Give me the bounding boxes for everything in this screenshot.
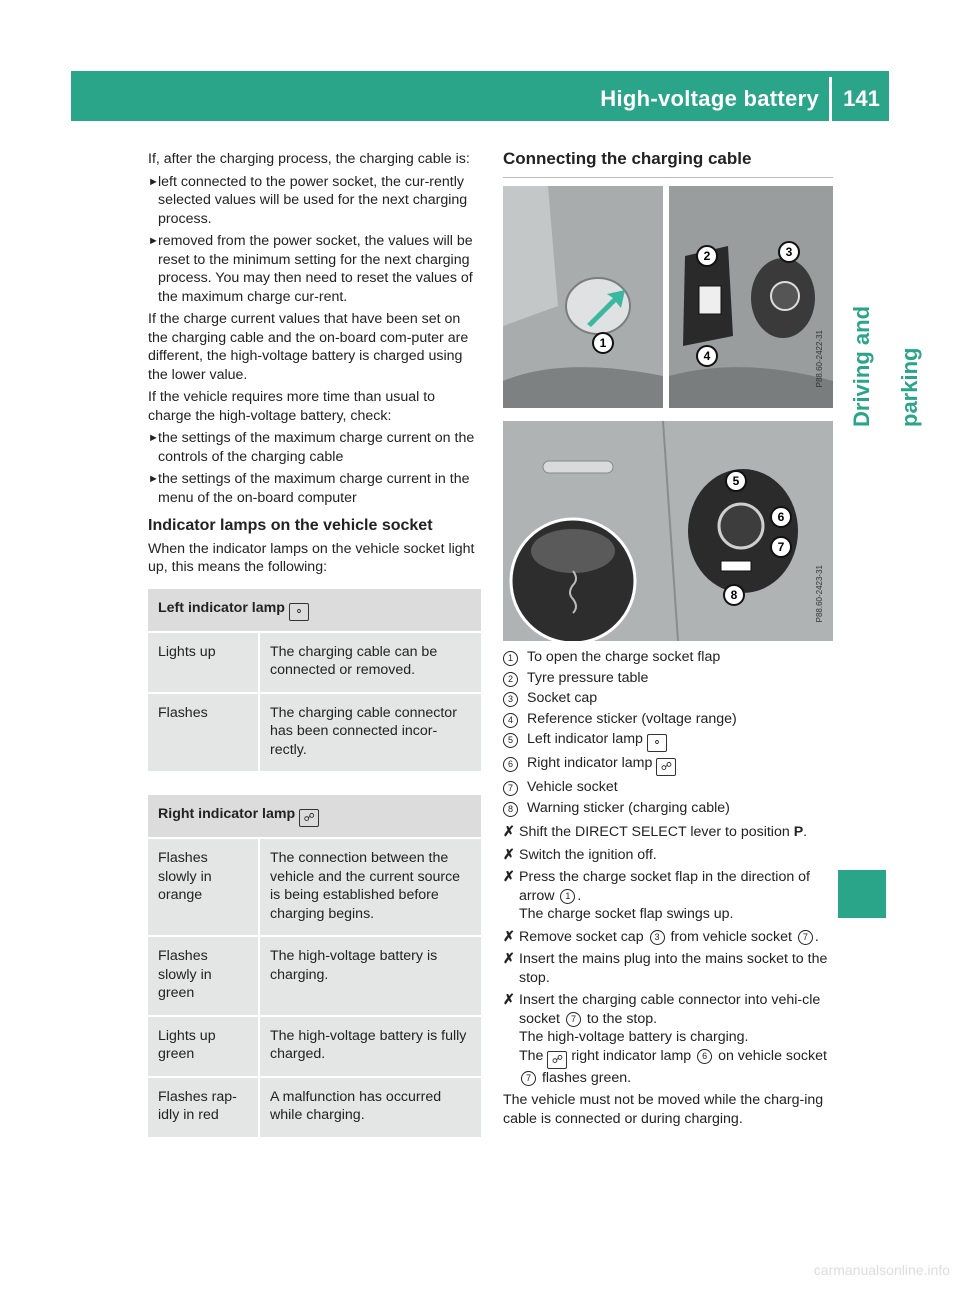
image-code: P88.60-2423-31: [815, 565, 824, 623]
page-header: [71, 71, 889, 121]
section-heading: Connecting the charging cable: [503, 150, 833, 178]
page-number: 141: [843, 86, 880, 111]
step-arrow-icon: ✗: [503, 824, 515, 840]
instruction-step: ✗ Press the charge socket flap in the direction of arrow 1 . The charge socket flap swings up.: [503, 869, 811, 922]
side-tab-marker: [838, 870, 886, 918]
subheading: Indicator lamps on the vehicle socket: [148, 517, 433, 534]
legend-and-steps: [503, 648, 835, 1132]
table-row: Lights up green The high-voltage battery is fully charged.: [148, 1016, 481, 1077]
step-arrow-icon: ✗: [503, 869, 515, 885]
instruction-step: ✗ Remove socket cap 3 from vehicle socket 7 .: [503, 928, 819, 945]
instruction-step: ✗ Insert the mains plug into the mains socket to the stop.: [503, 951, 828, 986]
table-row: Flashes slowly in orange The connection between the vehicle and the current source is being established before charging begins.: [148, 838, 481, 936]
instruction-step: ✗ Switch the ignition off.: [503, 846, 657, 863]
left-column: [148, 150, 481, 1137]
bullet-icon: ►: [148, 175, 159, 188]
right-lamp-table: [148, 795, 481, 1137]
side-chapter-tab: Driving and parking: [849, 305, 922, 427]
vehicle-socket-illustration: [503, 421, 833, 641]
left-lamp-table: [148, 589, 481, 772]
table-row: Lights up The charging cable can be connected or removed.: [148, 632, 481, 693]
svg-text:3: 3: [785, 245, 793, 259]
step-arrow-icon: ✗: [503, 846, 515, 863]
bullet-icon: ►: [148, 235, 159, 247]
table-header: Left indicator lamp ⚬: [148, 589, 481, 632]
svg-text:1: 1: [599, 336, 607, 350]
legend-item: 7 Vehicle socket: [503, 778, 835, 797]
legend-item: 8 Warning sticker (charging cable): [503, 799, 835, 818]
charge-flap-illustration: [503, 186, 833, 408]
svg-text:7: 7: [777, 540, 785, 554]
svg-text:2: 2: [703, 249, 711, 263]
svg-text:8: 8: [730, 588, 738, 602]
svg-text:5: 5: [732, 474, 740, 488]
table-row: Flashes rap-idly in red A malfunction has occurred while charging.: [148, 1077, 481, 1137]
table-row: Flashes slowly in green The high-voltage battery is charging.: [148, 936, 481, 1016]
legend-item: 3 Socket cap: [503, 689, 835, 708]
list-item: ► the settings of the maximum charge current on the controls of the charging cable: [148, 430, 475, 465]
list-item: ► left connected to the power socket, the cur-rently selected values will be used for the next charging process.: [148, 173, 468, 227]
image-code: P88.60-2422-31: [815, 330, 824, 388]
paragraph: If the charge current values that have been set on the charging cable and the on-board com-puter are different, the high-voltage battery is charged using the lower value.: [148, 311, 469, 383]
section-title: High-voltage battery: [600, 86, 819, 111]
plug-lamp-icon: ⚬: [647, 734, 667, 752]
list-item: ► removed from the power socket, the values will be reset to the minimum setting for the next charging process. You may then need to reset the values of the maximum charge cur-rent.: [148, 233, 473, 305]
battery-lamp-icon: ☍: [656, 758, 676, 776]
bullet-icon: ►: [148, 432, 159, 444]
step-arrow-icon: ✗: [503, 951, 515, 967]
step-arrow-icon: ✗: [503, 928, 515, 945]
table-row: Flashes The charging cable connector has been connected incor-rectly.: [148, 693, 481, 772]
legend-item: 4 Reference sticker (voltage range): [503, 710, 835, 729]
header-divider: [829, 77, 832, 121]
instruction-step: ✗ Insert the charging cable connector into vehi-cle socket 7 to the stop. The high-voltage battery is charging. The ☍ right indicator lamp 6 on vehicle socket 7 flashes green.: [503, 992, 827, 1086]
legend-item: 6 Right indicator lamp ☍: [503, 754, 835, 776]
paragraph: When the indicator lamps on the vehicle socket light up, this means the following:: [148, 540, 475, 575]
instruction-step: ✗ Shift the DIRECT SELECT lever to position P.: [503, 824, 808, 840]
battery-lamp-icon: ☍: [299, 809, 319, 827]
legend-item: 2 Tyre pressure table: [503, 669, 835, 688]
plug-lamp-icon: ⚬: [289, 603, 309, 621]
bullet-icon: ►: [148, 473, 159, 485]
svg-text:6: 6: [777, 510, 785, 524]
list-item: ► the settings of the maximum charge current in the menu of the on-board computer: [148, 471, 470, 506]
paragraph: If the vehicle requires more time than usual to charge the high-voltage battery, check:: [148, 389, 436, 424]
legend-item: 1 To open the charge socket flap: [503, 648, 835, 667]
battery-lamp-icon: ☍: [547, 1051, 567, 1069]
step-arrow-icon: ✗: [503, 992, 515, 1008]
right-column: [503, 150, 833, 178]
svg-text:4: 4: [703, 349, 711, 363]
closing-note: The vehicle must not be moved while the charg-ing cable is connected or during charging.: [503, 1092, 824, 1127]
table-header: Right indicator lamp ☍: [148, 795, 481, 838]
watermark: carmanualsonline.info: [813, 1262, 950, 1278]
intro-text: If, after the charging process, the charging cable is:: [148, 151, 470, 167]
legend-item: 5 Left indicator lamp ⚬: [503, 730, 835, 752]
